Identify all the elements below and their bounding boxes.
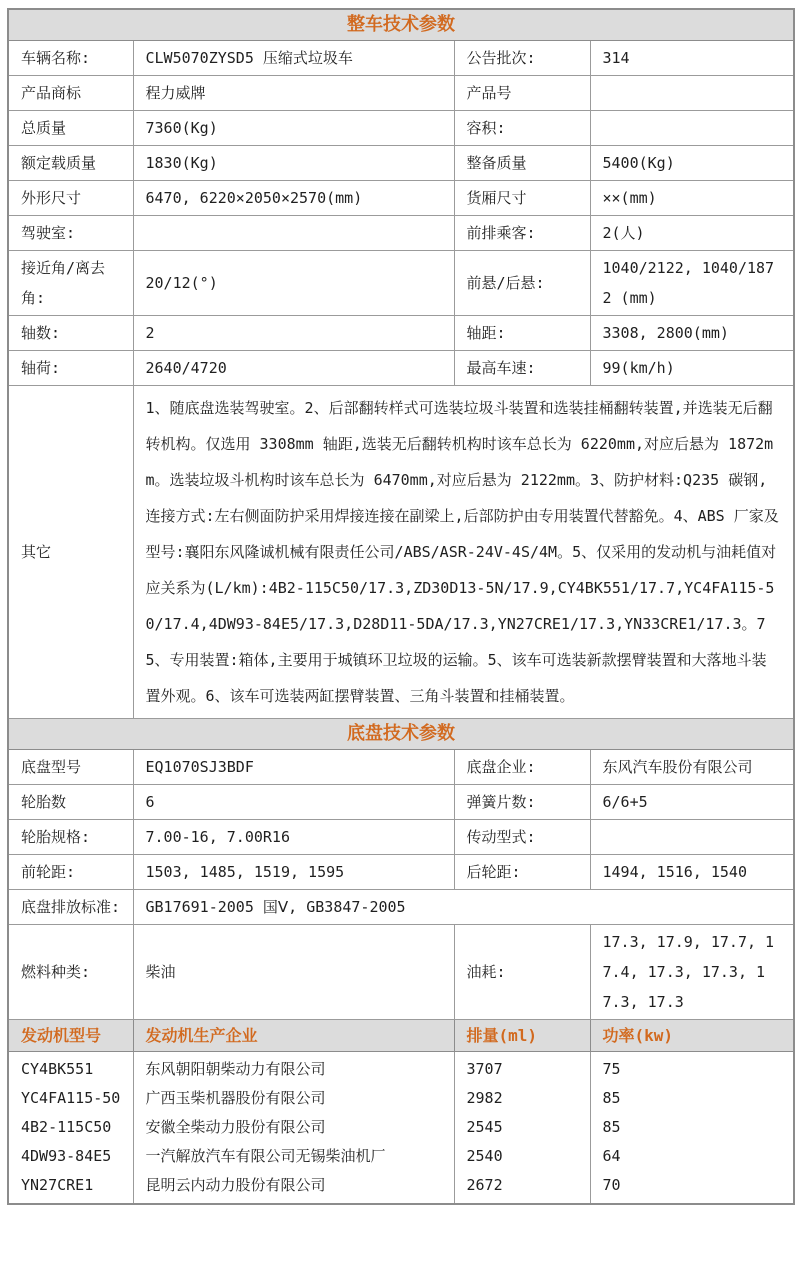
table-row-emission [8,890,794,925]
value-volume [590,111,794,146]
engine-table-body [8,1052,794,1205]
value-product-no [590,76,794,111]
engine-displacement: 2545 [466,1118,503,1136]
table-row [8,181,794,216]
value-dimensions: 6470, 6220×2050×2570(mm) [133,181,454,216]
table-row [8,76,794,111]
label-cargo-dimensions: 货厢尺寸 [454,181,590,216]
value-spring-leaves: 6/6+5 [590,785,794,820]
value-front-rear-overhang: 1040/2122, 1040/1872 (mm) [590,251,794,316]
section-title-vehicle: 整车技术参数 [8,9,794,41]
label-fuel-consumption: 油耗: [454,925,590,1020]
value-transmission-type [590,820,794,855]
label-axle-count: 轴数: [8,316,133,351]
table-row [8,820,794,855]
value-rear-track: 1494, 1516, 1540 [590,855,794,890]
value-total-mass: 7360(Kg) [133,111,454,146]
value-cargo-dimensions: ××(mm) [590,181,794,216]
engine-manufacturer: 广西玉柴机器股份有限公司 [145,1089,326,1107]
value-fuel-type: 柴油 [133,925,454,1020]
value-curb-mass: 5400(Kg) [590,146,794,181]
engine-manufacturer-column [133,1052,454,1205]
table-row [8,111,794,146]
table-row [8,351,794,386]
engine-manufacturer: 一汽解放汽车有限公司无锡柴油机厂 [145,1147,386,1165]
engine-header-model: 发动机型号 [8,1020,133,1052]
label-rear-track: 后轮距: [454,855,590,890]
label-tire-spec: 轮胎规格: [8,820,133,855]
section-header-chassis [8,719,794,750]
label-front-passengers: 前排乘客: [454,216,590,251]
engine-displacement-column [454,1052,590,1205]
label-front-track: 前轮距: [8,855,133,890]
engine-power: 64 [602,1147,621,1165]
vehicle-spec-table [7,8,795,1205]
value-cab [133,216,454,251]
label-max-speed: 最高车速: [454,351,590,386]
label-volume: 容积: [454,111,590,146]
label-transmission-type: 传动型式: [454,820,590,855]
engine-displacement: 2672 [466,1176,503,1194]
engine-displacement: 3707 [466,1060,503,1078]
label-rated-load: 额定载质量 [8,146,133,181]
table-row [8,785,794,820]
value-wheelbase: 3308, 2800(mm) [590,316,794,351]
label-vehicle-name: 车辆名称: [8,41,133,76]
label-chassis-company: 底盘企业: [454,750,590,785]
engine-model: 4DW93-84E5 [21,1147,112,1165]
label-product-brand: 产品商标 [8,76,133,111]
engine-header-displacement: 排量(ml) [454,1020,590,1052]
value-vehicle-name: CLW5070ZYSD5 压缩式垃圾车 [133,41,454,76]
table-row [8,146,794,181]
value-fuel-consumption: 17.3, 17.9, 17.7, 17.4, 17.3, 17.3, 17.3, 17.3 [590,925,794,1020]
label-front-rear-overhang: 前悬/后悬: [454,251,590,316]
engine-table-header [8,1020,794,1052]
value-front-track: 1503, 1485, 1519, 1595 [133,855,454,890]
label-axle-load: 轴荷: [8,351,133,386]
label-other-notes: 其它 [8,386,133,719]
value-axle-count: 2 [133,316,454,351]
engine-manufacturer: 安徽全柴动力股份有限公司 [145,1118,326,1136]
engine-power: 75 [602,1060,621,1078]
value-chassis-company: 东风汽车股份有限公司 [590,750,794,785]
engine-model: CY4BK551 [21,1060,94,1078]
value-rated-load: 1830(Kg) [133,146,454,181]
value-emission-standard: GB17691-2005 国Ⅴ, GB3847-2005 [133,890,794,925]
engine-displacement: 2540 [466,1147,503,1165]
value-product-brand: 程力威牌 [133,76,454,111]
value-front-passengers: 2(人) [590,216,794,251]
label-total-mass: 总质量 [8,111,133,146]
value-announcement-batch: 314 [590,41,794,76]
label-fuel-type: 燃料种类: [8,925,133,1020]
engine-manufacturer: 东风朝阳朝柴动力有限公司 [145,1060,326,1078]
engine-header-manufacturer: 发动机生产企业 [133,1020,454,1052]
engine-power-column [590,1052,794,1205]
value-tire-spec: 7.00-16, 7.00R16 [133,820,454,855]
value-other-notes: 1、随底盘选装驾驶室。2、后部翻转样式可选装垃圾斗装置和选装挂桶翻转装置,并选装无后翻转机构。仅选用 3308mm 轴距,选装无后翻转机构时该车总长为 6220mm,对应后悬为 1872mm。选装垃圾斗机构时该车总长为 6470mm,对应后悬为 2122mm。3、防护材料:Q235 碳钢,连接方式:左右侧面防护采用焊接连接在副梁上,后部防护由专用装置代替豁免。4、ABS 厂家及型号:襄阳东风隆诚机械有限责任公司/ABS/ASR-24V-4S/4M。5、仅采用的发动机与油耗值对应关系为(L/km):4B2-115C50/17.3,ZD30D13-5N/17.9,CY4BK551/17.7,YC4FA115-50/17.4,4DW93-84E5/17.3,D28D11-5DA/17.3,YN27CRE1/17.3,YN33CRE1/17.3。75、专用装置:箱体,主要用于城镇环卫垃圾的运输。5、该车可选装新款摆臂装置和大落地斗装置外观。6、该车可选装两缸摆臂装置、三角斗装置和挂桶装置。 [133,386,794,719]
label-emission-standard: 底盘排放标准: [8,890,133,925]
engine-model: 4B2-115C50 [21,1118,112,1136]
label-spring-leaves: 弹簧片数: [454,785,590,820]
engine-model-column [8,1052,133,1205]
section-title-chassis: 底盘技术参数 [8,719,794,750]
engine-power: 85 [602,1118,621,1136]
label-curb-mass: 整备质量 [454,146,590,181]
label-product-no: 产品号 [454,76,590,111]
engine-model: YN27CRE1 [21,1176,94,1194]
table-row [8,316,794,351]
engine-power: 85 [602,1089,621,1107]
value-tire-count: 6 [133,785,454,820]
table-row [8,750,794,785]
value-approach-departure-angle: 20/12(°) [133,251,454,316]
value-max-speed: 99(km/h) [590,351,794,386]
table-row-other [8,386,794,719]
value-axle-load: 2640/4720 [133,351,454,386]
engine-model: YC4FA115-50 [21,1089,121,1107]
table-row [8,251,794,316]
engine-manufacturer: 昆明云内动力股份有限公司 [145,1176,326,1194]
label-tire-count: 轮胎数 [8,785,133,820]
engine-displacement: 2982 [466,1089,503,1107]
table-row [8,41,794,76]
section-header-vehicle [8,9,794,41]
label-wheelbase: 轴距: [454,316,590,351]
value-chassis-model: EQ1070SJ3BDF [133,750,454,785]
table-row [8,216,794,251]
table-row [8,855,794,890]
label-chassis-model: 底盘型号 [8,750,133,785]
label-announcement-batch: 公告批次: [454,41,590,76]
label-dimensions: 外形尺寸 [8,181,133,216]
engine-header-power: 功率(kw) [590,1020,794,1052]
label-approach-departure-angle: 接近角/离去角: [8,251,133,316]
label-cab: 驾驶室: [8,216,133,251]
engine-power: 70 [602,1176,621,1194]
table-row-fuel [8,925,794,1020]
